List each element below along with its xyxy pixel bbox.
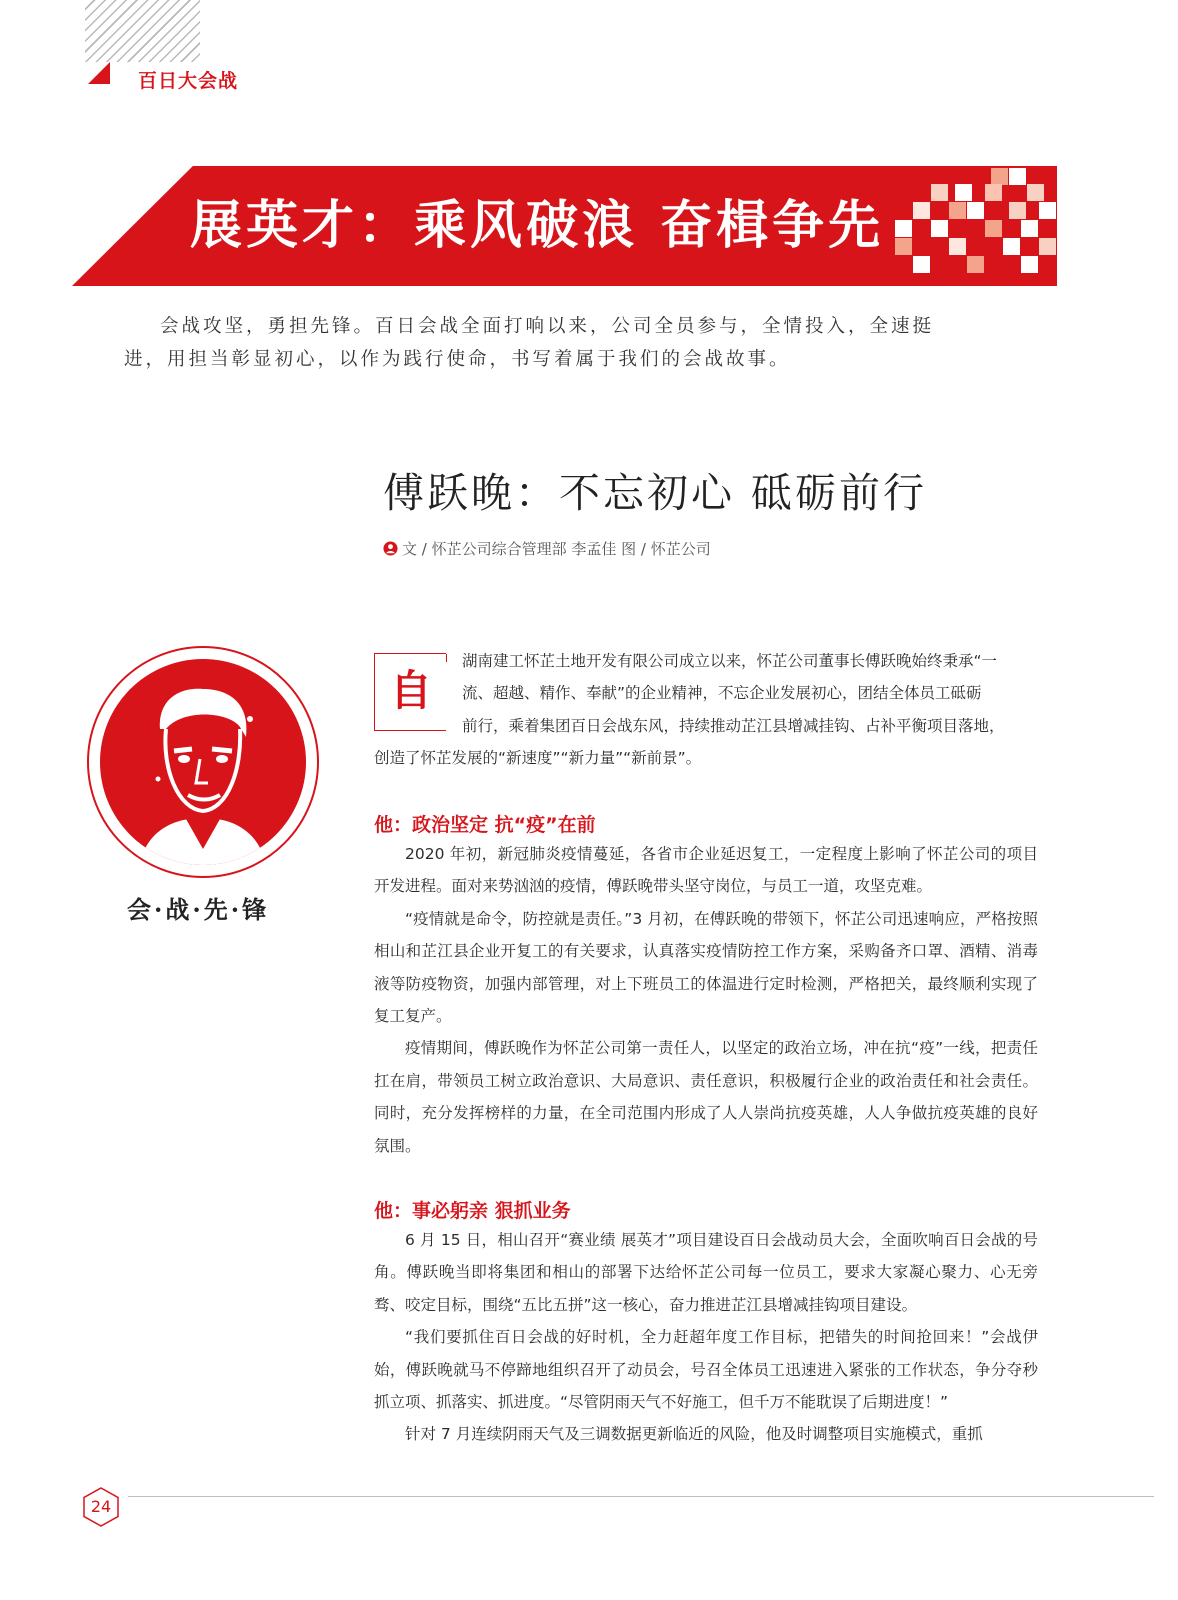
lead-line: 创造了怀芷发展的“新速度”“新力量”“新前景”。	[374, 749, 702, 768]
section-heading: 他：事必躬亲 狠抓业务	[374, 1200, 571, 1222]
article-title: 傅跃晚：不忘初心 砥砺前行	[383, 469, 928, 517]
body-paragraph: 2020 年初，新冠肺炎疫情蔓延，各省市企业延迟复工，一定程度上影响了怀芷公司的项目开发进程。面对来势汹汹的疫情，傅跃晚带头坚守岗位，与员工一道，攻坚克难。	[374, 845, 1038, 896]
corner-stripes-decoration	[85, 0, 200, 62]
body-paragraph: 疫情期间，傅跃晚作为怀芷公司第一责任人，以坚定的政治立场，冲在抗“疫”一线，把责任扛在肩，带领员工树立政治意识、大局意识、责任意识，积极履行企业的政治责任和社会责任。同时，充分发挥榜样的力量，在全司范围内形成了人人崇尚抗疫英雄，人人争做抗疫英雄的良好氛围。	[374, 1039, 1038, 1155]
body-paragraph: 针对 7 月连续阴雨天气及三调数据更新临近的风险，他及时调整项目实施模式，重抓	[405, 1425, 983, 1444]
corner-triangle-decoration	[88, 62, 110, 84]
portrait-caption: 会·战·先·锋	[127, 895, 270, 924]
banner-title: 展英才：乘风破浪 奋楫争先	[190, 195, 885, 256]
dropcap-char: 自	[390, 666, 433, 715]
section-label: 百日大会战	[138, 70, 239, 92]
pixel-mosaic-decoration	[895, 166, 1057, 286]
lead-line: 湖南建工怀芷土地开发有限公司成立以来，怀芷公司董事长傅跃晚始终秉承“一	[462, 652, 998, 670]
intro-paragraph: 会战攻坚，勇担先锋。百日会战全面打响以来，公司全员参与，全情投入，全速挺进，用担当彰显初心，以作为践行使命，书写着属于我们的会战故事。	[124, 316, 935, 370]
lead-line: 前行，乘着集团百日会战东风，持续推动芷江县增减挂钩、占补平衡项目落地，	[462, 716, 1005, 735]
body-paragraph: “疫情就是命令，防控就是责任。”3 月初，在傅跃晚的带领下，怀芷公司迅速响应，严格按照相山和芷江县企业开复工的有关要求，认真落实疫情防控工作方案，采购备齐口罩、酒精、消毒液等防疫物资，加强内部管理，对上下班员工的体温进行定时检测，严格把关，最终顺利实现了复工复产。	[374, 909, 1038, 1026]
body-paragraph: “我们要抓住百日会战的好时机，全力赶超年度工作目标，把错失的时间抢回来！”会战伊始，傅跃晚就马不停蹄地组织召开了动员会，号召全体员工迅速进入紧张的工作状态，争分夺秒抓立项、抓落实、抓进度。“尽管阴雨天气不好施工，但千万不能耽误了后期进度！”	[374, 1328, 1038, 1412]
portrait-face-illustration	[100, 659, 306, 865]
body-paragraph: 6 月 15 日，相山召开“赛业绩 展英才”项目建设百日会战动员大会，全面吹响百日会战的号角。傅跃晚当即将集团和相山的部署下达给怀芷公司每一位员工，要求大家凝心聚力、心无旁骛、咬定目标，围绕“五比五拼”这一核心，奋力推进芷江县增减挂钩项目建设。	[374, 1231, 1038, 1314]
section-heading: 他：政治坚定 抗“疫”在前	[374, 814, 596, 836]
footer-rule	[128, 1496, 1154, 1497]
page-number: 24	[90, 1497, 112, 1516]
section-body	[374, 1224, 1038, 1451]
lead-paragraph	[374, 645, 1038, 775]
portrait-image	[100, 659, 306, 865]
lead-line: 流、超越、精作、奉献”的企业精神，不忘企业发展初心，团结全体员工砥砺	[462, 684, 982, 703]
byline	[383, 538, 711, 559]
section-body	[374, 838, 1038, 1162]
author-icon	[383, 541, 398, 556]
byline-text: 文 / 怀芷公司综合管理部 李孟佳 图 / 怀芷公司	[402, 540, 711, 558]
